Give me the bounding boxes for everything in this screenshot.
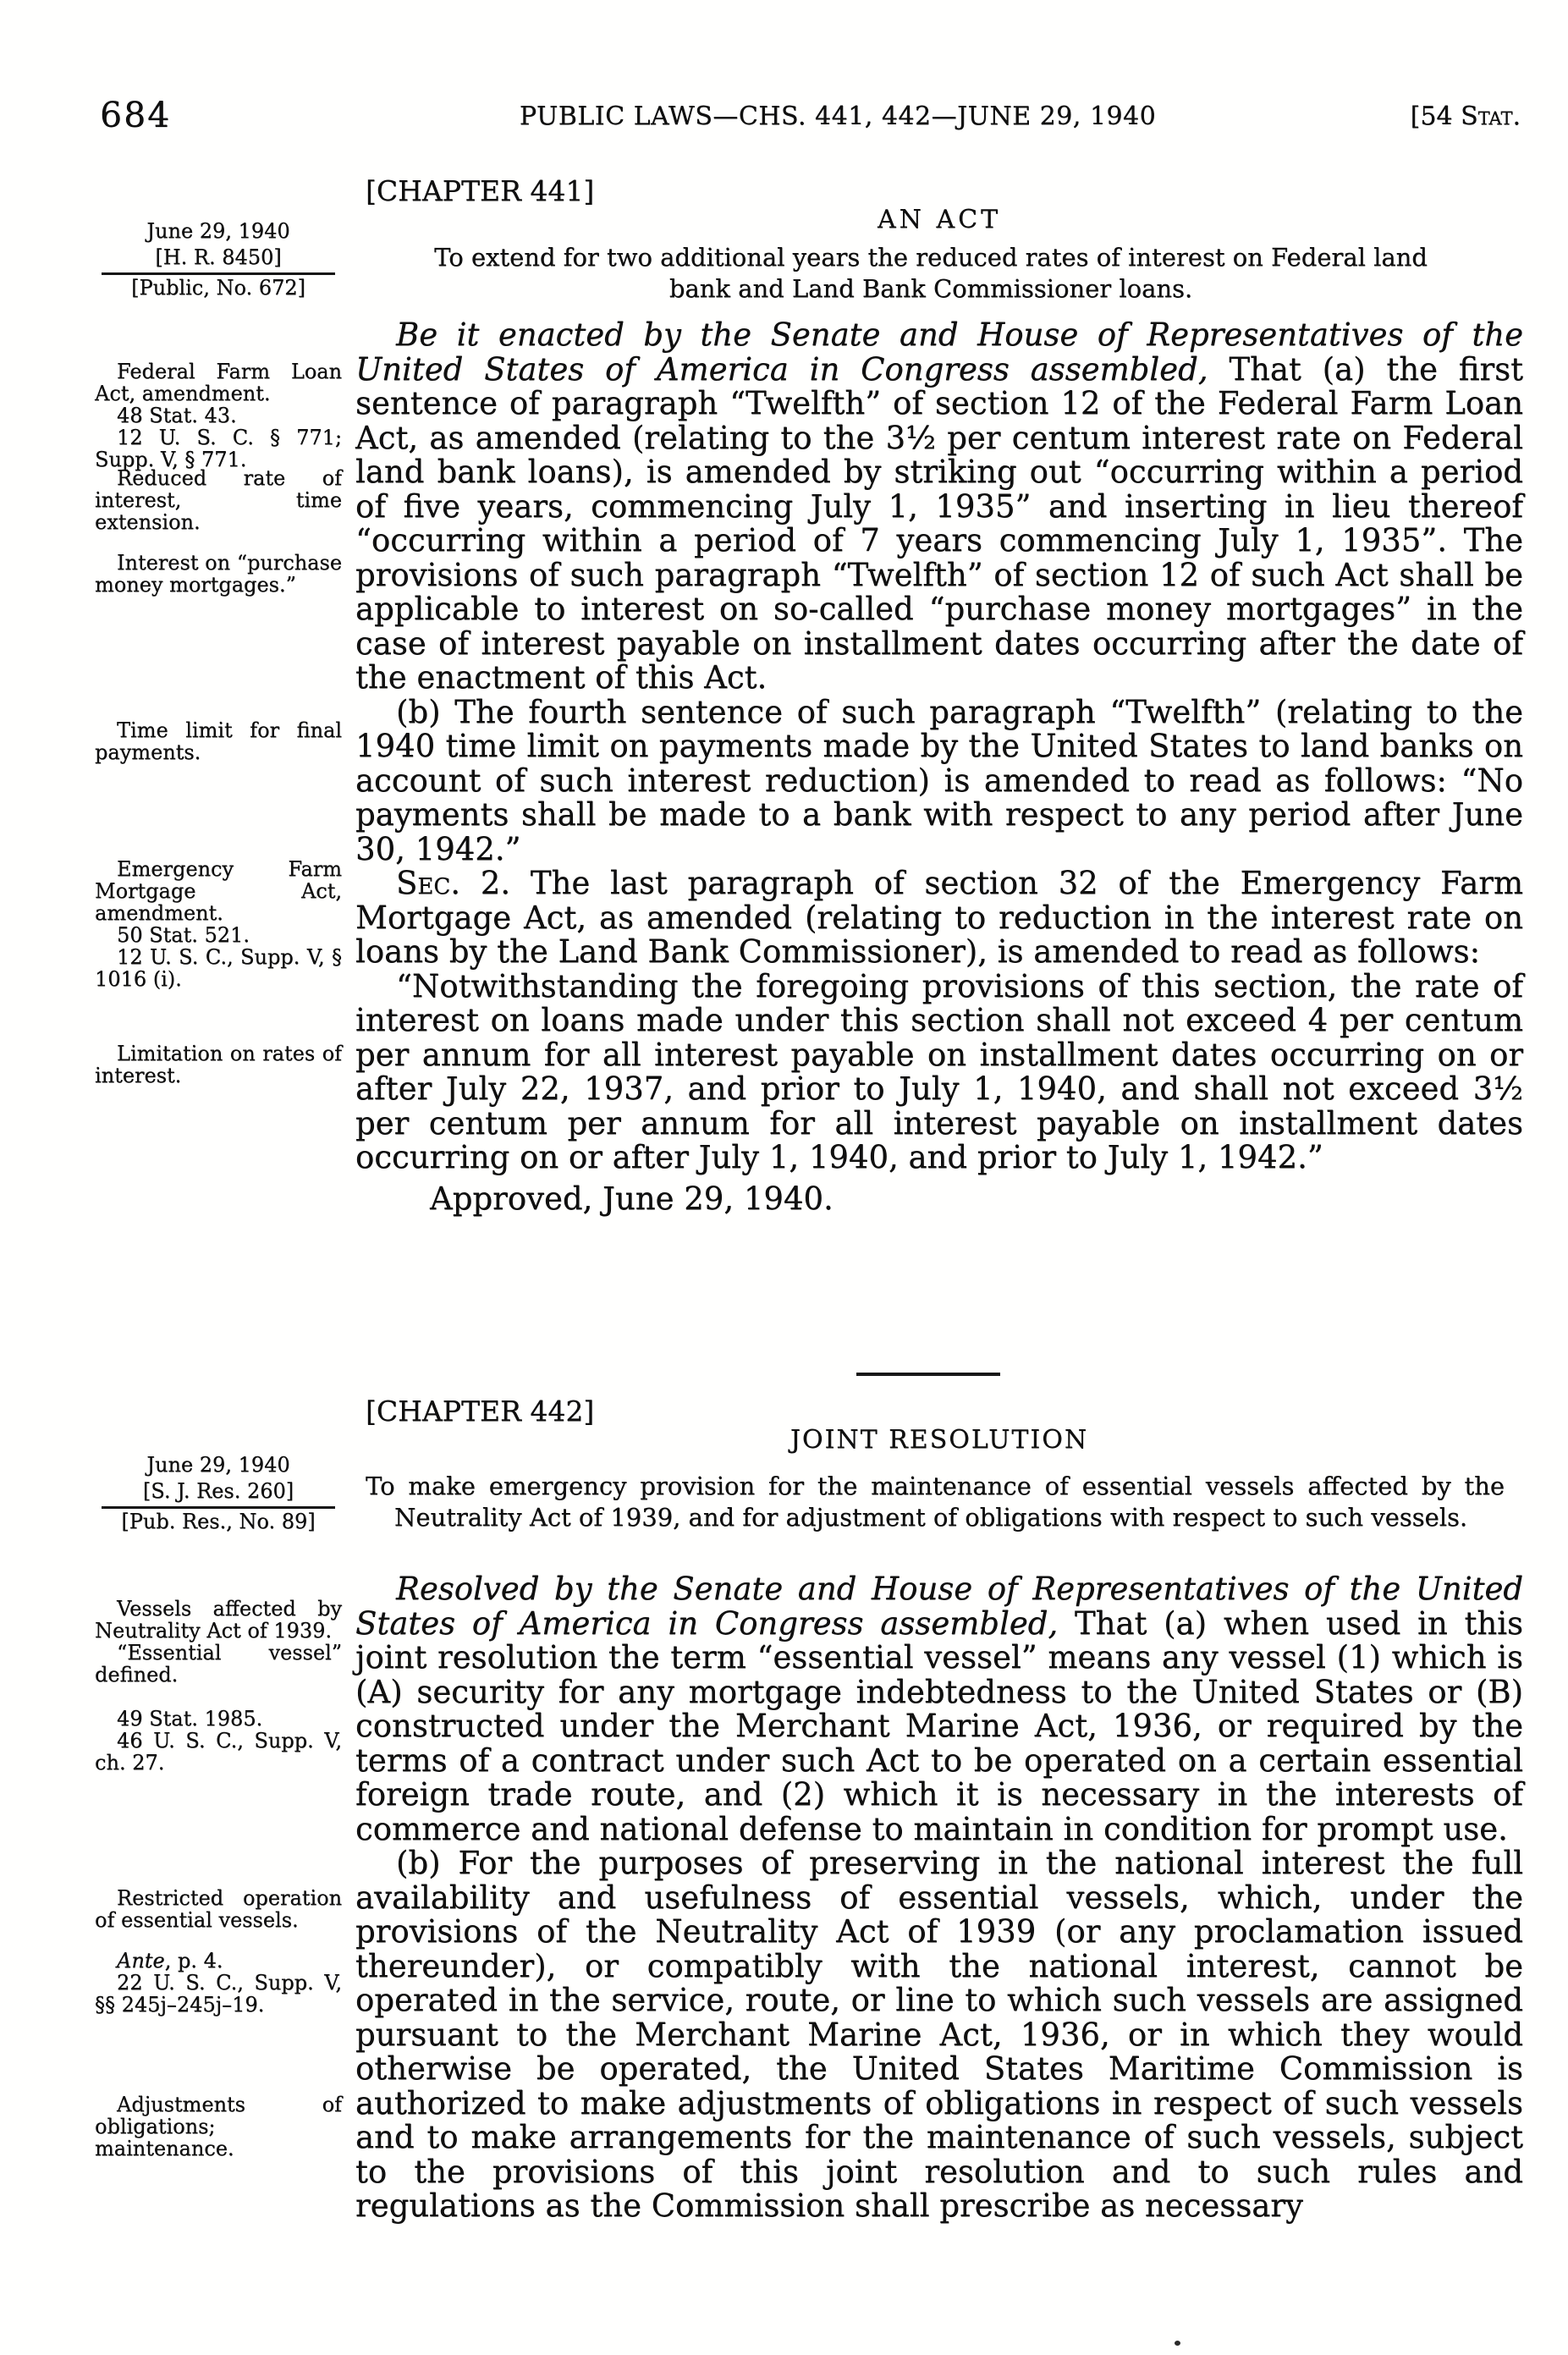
- chapter-442-label: [CHAPTER 442]: [366, 1395, 595, 1428]
- public-law-number: [Public, No. 672]: [131, 276, 305, 300]
- chapter-442-description: To make emergency provision for the maintenance of essential vessels affected by the Neutrality Act of 1939, and for adjustment of obligations with respect to such vessels.: [366, 1472, 1505, 1532]
- margin-note-line: 50 Stat. 521.: [117, 923, 250, 947]
- margin-note-line: Vessels affected by Neutrality Act of 1939.: [95, 1597, 342, 1642]
- chapter-divider: [856, 1373, 1000, 1376]
- margin-note: [95, 1950, 342, 2016]
- running-title: PUBLIC LAWS—CHS. 441, 442—JUNE 29, 1940: [519, 102, 1157, 131]
- paragraph-segment-roman: Approved, June 29, 1940.: [430, 1180, 834, 1217]
- body-paragraph: [355, 867, 1523, 970]
- margin-note: [95, 1708, 342, 1774]
- scan-speck: [1175, 2341, 1180, 2346]
- bill-number: [H. R. 8450]: [155, 245, 282, 269]
- date-line: June 29, 1940: [146, 1453, 290, 1477]
- chapter-441-body: [355, 318, 1523, 1216]
- body-paragraph: [355, 1846, 1523, 2224]
- margin-note-line: Limitation on rates of interest.: [95, 1042, 342, 1087]
- paragraph-segment-italic: Be it enacted by the Senate and House of Representatives of the United States of America in Congress assembled,: [355, 316, 1523, 388]
- enactment-date-note: [95, 1452, 342, 1535]
- margin-note-line: “Essential vessel” defined.: [95, 1641, 342, 1686]
- chapter-442-doc-type: JOINT RESOLUTION: [790, 1425, 1089, 1455]
- chapter-441-doc-type: AN ACT: [877, 205, 1002, 234]
- margin-note-line: 46 U. S. C., Supp. V, ch. 27.: [95, 1729, 342, 1775]
- body-paragraph: [355, 967, 1523, 1175]
- margin-note-line: Reduced rate of interest, time extension.: [95, 466, 342, 534]
- margin-note-line: Ante, p. 4.: [117, 1949, 223, 1973]
- margin-note-line: Federal Farm Loan Act, amendment.: [95, 360, 342, 405]
- margin-note: [95, 2094, 342, 2160]
- margin-note-line: Emergency Farm Mortgage Act, amendment.: [95, 857, 342, 925]
- page-number: 684: [100, 95, 172, 135]
- margin-note: [95, 1887, 342, 1931]
- bill-number: [S. J. Res. 260]: [142, 1479, 294, 1503]
- margin-note-line: 22 U. S. C., Supp. V, §§ 245j–245j–19.: [95, 1971, 342, 2017]
- paragraph-segment-roman: (b) The fourth sentence of such paragraph “Twelfth” (relating to the 1940 time limit on payments made by the United States to land banks on account of such interest reduction) is amended to read as follows: “No payments shall be made to a bank with respect to any period after June 30, 1942.”: [355, 693, 1523, 867]
- body-paragraph: [355, 693, 1523, 867]
- body-paragraph: [355, 1572, 1523, 1846]
- paragraph-segment-roman: (b) For the purposes of preserving in the national interest the full availability and usefulness of essential vessels, which, under the provisions of the Neutrality Act of 1939 (or any proclamation issued thereunder), or compatibly with the national interest, cannot be operated in the service, route, or line to which such vessels are assigned pursuant to the Merchant Marine Act, 1936, or in which they would otherwise be operated, the United States Maritime Commission is authorized to make adjustments of obligations in respect of such vessels and to make arrangements for the maintenance of such vessels, subject to the provisions of this joint resolution and to such rules and regulations as the Commission shall prescribe as necessary: [355, 1845, 1523, 2224]
- margin-note-line: Time limit for final payments.: [95, 718, 342, 764]
- margin-note-italic: Ante: [117, 1949, 165, 1973]
- margin-notes-chapter-442: [95, 0, 342, 2355]
- chapter-441-description: To extend for two additional years the reduced rates of interest on Federal land bank and Land Bank Commissioner loans.: [434, 243, 1428, 303]
- margin-note-line: 49 Stat. 1985.: [117, 1707, 263, 1730]
- margin-note-line: 12 U. S. C., Supp. V, § 1016 (i).: [95, 945, 342, 991]
- paragraph-segment-smallcaps: Sec.: [396, 865, 460, 901]
- date-line: June 29, 1940: [146, 219, 290, 243]
- paragraph-segment-roman: That (a) the first sentence of paragraph “Twelfth” of section 12 of the Federal Farm Loan Act, as amended (relating to the 3½ per centum interest rate on Federal land bank loans), is amended by striking out “occurring within a period of five years, commencing July 1, 1935” and inserting in lieu thereof “occurring within a period of 7 years commencing July 1, 1935”. The provisions of such paragraph “Twelfth” of section 12 of such Act shall be applicable to interest on so-called “purchase money mortgages” in the case of interest payable on installment dates occurring after the date of the enactment of this Act.: [355, 350, 1523, 696]
- body-paragraph: [355, 1182, 1523, 1217]
- public-law-number: [Pub. Res., No. 89]: [121, 1510, 316, 1533]
- body-paragraph: [355, 318, 1523, 696]
- margin-note-line: 12 U. S. C. § 771; Supp. V, § 771.: [95, 426, 342, 471]
- stat-volume-ref: [54 Stat.: [1410, 102, 1521, 131]
- paragraph-segment-roman: “Notwithstanding the foregoing provisions of this section, the rate of interest on loans made under this section shall not exceed 4 per centum per annum for all interest payable on installment dates occurring on or after July 22, 1937, and prior to July 1, 1940, and shall not exceed 3½ per centum per annum for all interest payable on installment dates occurring on or after July 1, 1940, and prior to July 1, 1942.”: [355, 967, 1523, 1175]
- margin-note-line: Interest on “purchase money mortgages.”: [95, 551, 342, 597]
- chapter-442-body: [355, 1572, 1523, 2224]
- paragraph-segment-roman: 2. The last paragraph of section 32 of the Emergency Farm Mortgage Act, as amended (relating to reduction in the interest rate on loans by the Land Bank Commissioner), is amended to read as follows:: [355, 865, 1523, 970]
- paragraph-segment-italic: Resolved by the Senate and House of Representatives of the United States of America in Congress assembled,: [355, 1571, 1523, 1642]
- margin-note-line: Adjustments of obligations; maintenance.: [95, 2093, 342, 2160]
- paragraph-segment-roman: That (a) when used in this joint resolution the term “essential vessel” means any vessel (1) which is (A) security for any mortgage indebtedness to the United States or (B) constructed under the Merchant Marine Act, 1936, or required by the terms of a contract under such Act to be operated on a certain essential foreign trade route, and (2) which it is necessary in the interests of commerce and national defense to maintain in condition for prompt use.: [355, 1604, 1523, 1847]
- margin-note-line: 48 Stat. 43.: [117, 404, 237, 427]
- margin-note-line: Restricted operation of essential vessels.: [95, 1886, 342, 1932]
- chapter-441-label: [CHAPTER 441]: [366, 174, 595, 207]
- margin-note: [95, 1598, 342, 1686]
